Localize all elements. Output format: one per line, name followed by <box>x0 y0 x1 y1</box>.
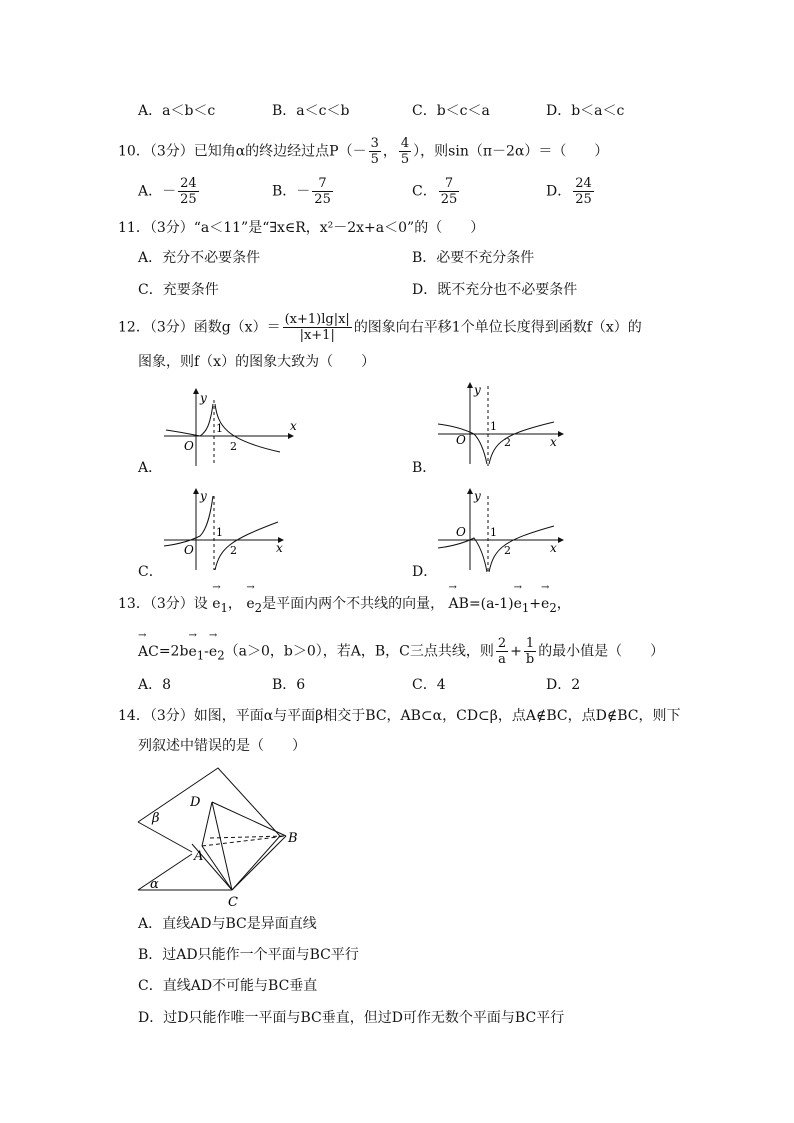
q11-option-d: D．既不充分也不必要条件 <box>412 282 578 298</box>
q12-graph-c-origin-label: O <box>184 543 194 557</box>
q12-graph-c-one-label: 1 <box>216 526 223 539</box>
q13-vector-ab: → AB <box>449 594 469 614</box>
q11-option-a: A．充分不必要条件 <box>138 250 261 266</box>
q10-p1-fraction: $\frac{3}{5}$ <box>370 136 379 167</box>
q12-graph-a-two-label: 2 <box>230 440 237 453</box>
q10-option-b: B．－ $\frac{7}{25}$ <box>272 176 331 207</box>
q10-option-a: A．－ $\frac{24}{25}$ <box>138 176 197 207</box>
q12-graph-d-one-label: 1 <box>490 526 497 539</box>
q13-option-a: A．8 <box>138 677 172 693</box>
q11-stem: 11．（3分）“a＜11”是“∃x∈R，x²－2x+a＜0”的（ ） <box>118 220 485 236</box>
q10-option-d: D． $\frac{24}{25}$ <box>546 176 592 207</box>
q13-ab-e2: → e <box>541 594 549 614</box>
q12-graph-c-x-label: x <box>276 541 283 555</box>
q13-option-b: B．6 <box>272 677 306 693</box>
q13-ac-e1: → e <box>188 642 196 662</box>
q14-label-b: B <box>288 831 298 846</box>
q12-stem-line2: 图象，则f（x）的图象大致为（ ） <box>138 354 376 370</box>
q9-option-b: B．a＜c＜b <box>272 103 350 119</box>
q12-graph-a-x-label: x <box>290 419 297 433</box>
q14-label-a: A <box>194 849 204 864</box>
q13-ab-e1: → e <box>514 594 522 614</box>
q12-option-c: C． <box>138 564 163 580</box>
q12-graph-b-origin-label: O <box>456 433 466 447</box>
q13-option-d: D．2 <box>546 677 581 693</box>
q14-label-beta: β <box>152 811 160 826</box>
q14-option-b: B．过AD只能作一个平面与BC平行 <box>138 947 359 963</box>
q12-graph-a-origin-label: O <box>184 439 194 453</box>
q13-stem-line2: → $AC=2b\to e_1-\to e_2(a>0$，b＞0），若A，B，C三点共线，则 $\frac{2}{a}$ + $\frac{1}{b}$ 的最小值是（ ） <box>138 636 664 667</box>
q12-graph-a <box>160 382 300 468</box>
q12-graph-d-x-label: x <box>550 541 557 555</box>
q13-stem-line1: 13．（3分）设 → $e_1$， → $e_2$是平面内两个不共线的向量， → $AB=(a-1)\to e_1+\to e_2$， <box>118 594 571 618</box>
q12-graph-c-two-label: 2 <box>230 544 237 557</box>
q14-option-a: A．直线AD与BC是异面直线 <box>138 916 317 932</box>
q12-option-d: D． <box>412 564 438 580</box>
q9-option-d: D．b＜a＜c <box>546 103 625 119</box>
q13-vector-e2: → e <box>246 594 254 614</box>
q14-label-alpha: α <box>150 877 159 892</box>
q12-graph-b-two-label: 2 <box>504 436 511 449</box>
q12-function-fraction: $\frac{(x+1)\lg|x|}{|x+1|}$ <box>284 312 350 343</box>
q12-graph-a-one-label: 1 <box>216 422 223 435</box>
q10-option-c: C． $\frac{7}{25}$ <box>412 176 458 207</box>
q12-graph-b-y-label: y <box>474 383 481 397</box>
q10-p2-fraction: $\frac{4}{5}$ <box>400 136 410 167</box>
q14-stem-line2: 列叙述中错误的是（ ） <box>138 738 306 754</box>
q13-fraction-1-b: $\frac{1}{b}$ <box>525 636 535 667</box>
q10-p1-sign: － <box>352 143 367 160</box>
q13-fraction-2-a: $\frac{2}{a}$ <box>497 636 507 667</box>
q13-ac-e2: → e <box>209 642 217 662</box>
q13-vector-ac: → AC <box>138 642 159 662</box>
q9-option-c: C．b＜c＜a <box>412 103 490 119</box>
q14-label-c: C <box>228 895 238 910</box>
q12-suffix: 的图象向右平移1个单位长度得到函数f（x）的 <box>353 319 642 336</box>
q10-suffix: ），则sin（π－2α）＝（ ） <box>413 143 609 160</box>
q10-prefix: 10．（3分）已知角α的终边经过点P（ <box>118 143 353 160</box>
q12-option-a: A． <box>138 460 163 476</box>
q14-planes-figure <box>132 762 312 910</box>
q13-option-c: C．4 <box>412 677 446 693</box>
q12-graph-c <box>160 486 300 572</box>
q14-option-c: C．直线AD不可能与BC垂直 <box>138 978 318 994</box>
q12-graph-d-y-label: y <box>474 489 481 503</box>
q10-stem <box>118 136 608 167</box>
q11-option-c: C．充要条件 <box>138 282 219 298</box>
q12-graph-c-y-label: y <box>200 489 207 503</box>
q12-stem <box>118 312 642 343</box>
q12-graph-d <box>434 486 574 576</box>
q9-option-a: A．a＜b＜c <box>138 103 216 119</box>
q14-stem-line1: 14．（3分）如图，平面α与平面β相交于BC，AB⊂α，CD⊂β，点A∉BC，点D∉BC，则下 <box>118 708 681 724</box>
q13-vector-e1: → e <box>212 594 220 614</box>
q12-graph-d-origin-label: O <box>456 525 466 539</box>
q12-prefix: 12．（3分）函数g（x）＝ <box>118 319 281 336</box>
q10-mid: ， <box>382 143 397 160</box>
q12-graph-b-x-label: x <box>550 435 557 449</box>
q12-graph-b <box>434 380 574 470</box>
q14-label-d: D <box>190 795 201 810</box>
q12-option-b: B． <box>412 460 437 476</box>
q11-option-b: B．必要不充分条件 <box>412 250 535 266</box>
q12-graph-d-two-label: 2 <box>504 544 511 557</box>
q12-graph-b-one-label: 1 <box>490 420 497 433</box>
q14-option-d: D．过D只能作唯一平面与BC垂直，但过D可作无数个平面与BC平行 <box>138 1010 565 1026</box>
q12-graph-a-y-label: y <box>200 391 207 405</box>
